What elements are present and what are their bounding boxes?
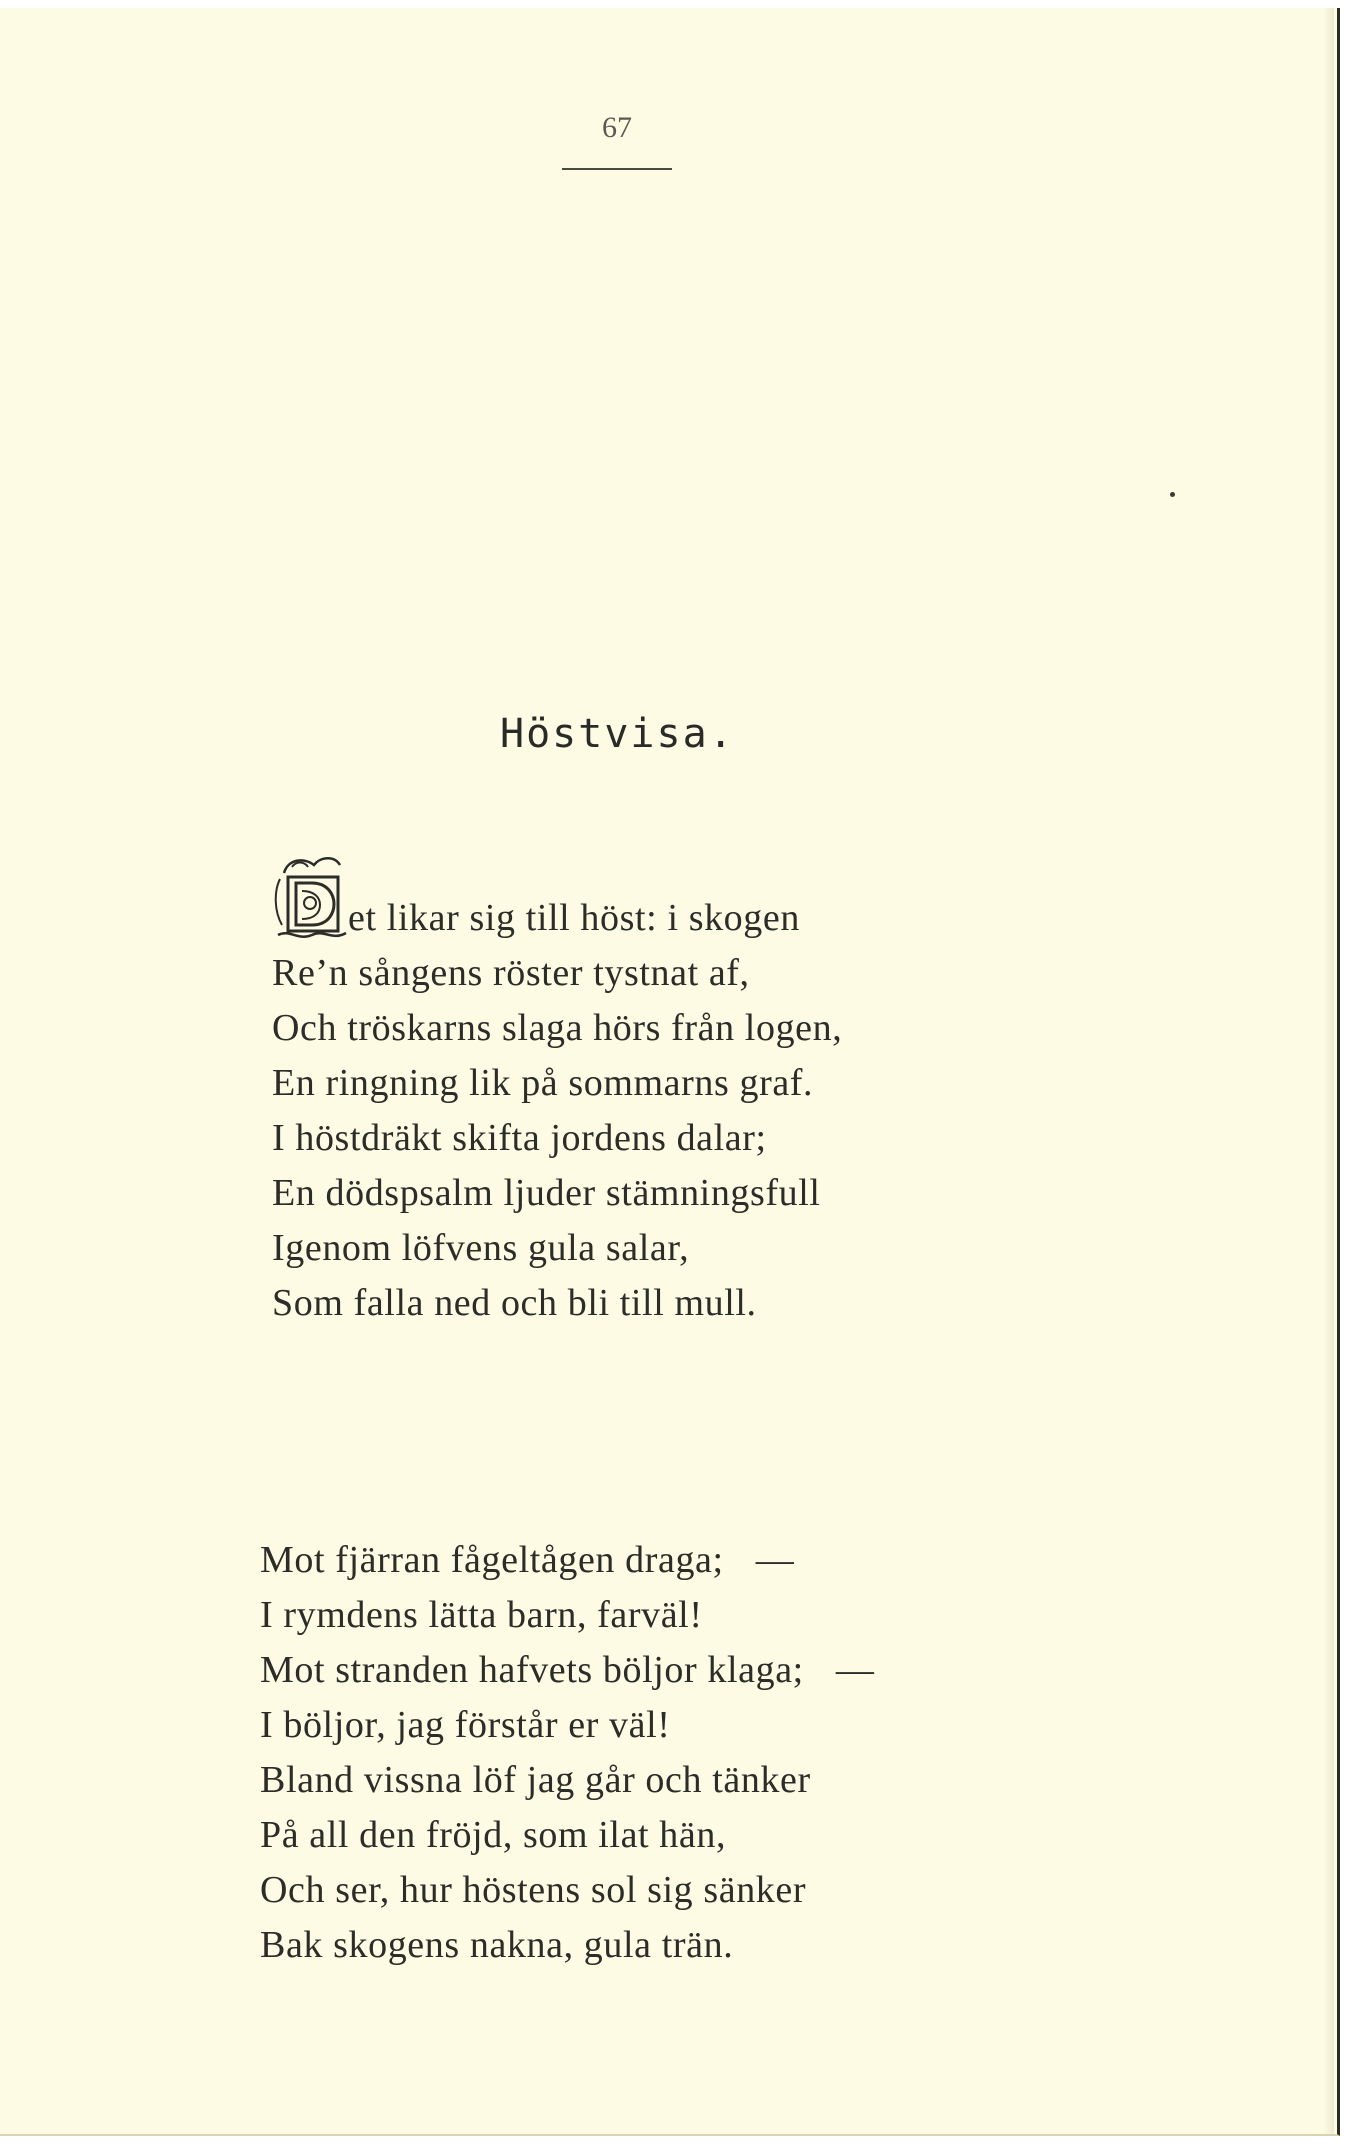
stanza-2-line-8: Bak skogens nakna, gula trän. <box>260 1924 734 1966</box>
page-edge-shadow <box>1324 8 1334 2134</box>
stanza-2-line-2: I rymdens lätta barn, farväl! <box>260 1594 703 1636</box>
stanza-2-line-1-text: Mot fjärran fågeltågen draga; <box>260 1539 724 1581</box>
print-speck <box>1170 492 1175 497</box>
stanza-1-line-4: En ringning lik på sommarns graf. <box>272 1062 814 1104</box>
stanza-2-line-3-text: Mot stranden hafvets böljor klaga; <box>260 1649 804 1691</box>
stanza-2-line-1 <box>260 1533 874 1588</box>
stanza-2-line-3 <box>260 1643 874 1698</box>
stanza-2-line-5: Bland vissna löf jag går och tänker <box>260 1759 811 1801</box>
stanza-1 <box>272 891 842 1331</box>
stanza-1-line-7: Igenom löfvens gula salar, <box>272 1227 690 1269</box>
stanza-2-line-4: I böljor, jag förstår er väl! <box>260 1704 671 1746</box>
poem-title: Höstvisa. <box>500 711 735 757</box>
stanza-1-line-2: Re’n sångens röster tystnat af, <box>272 952 750 994</box>
stanza-2 <box>260 1533 874 1973</box>
stanza-2-line-6: På all den fröjd, som ilat hän, <box>260 1814 727 1856</box>
stanza-1-line-5: I höstdräkt skifta jordens dalar; <box>272 1117 767 1159</box>
stanza-1-line-1 <box>272 891 842 946</box>
stanza-2-line-3-dash: — <box>835 1649 875 1691</box>
stanza-1-line-6: En dödspsalm ljuder stämningsfull <box>272 1172 821 1214</box>
page-number: 67 <box>602 111 632 144</box>
page-number-rule <box>562 168 672 170</box>
ornamental-initial <box>272 891 348 946</box>
stanza-2-line-1-dash: — <box>755 1539 795 1581</box>
book-page <box>0 8 1340 2136</box>
stanza-1-line-1-text: et likar sig till höst: i skogen <box>348 897 800 939</box>
stanza-1-line-8: Som falla ned och bli till mull. <box>272 1282 757 1324</box>
ornamental-initial-d-icon <box>274 851 350 946</box>
stanza-2-line-7: Och ser, hur höstens sol sig sänker <box>260 1869 807 1911</box>
stanza-1-line-3: Och tröskarns slaga hörs från logen, <box>272 1007 843 1049</box>
